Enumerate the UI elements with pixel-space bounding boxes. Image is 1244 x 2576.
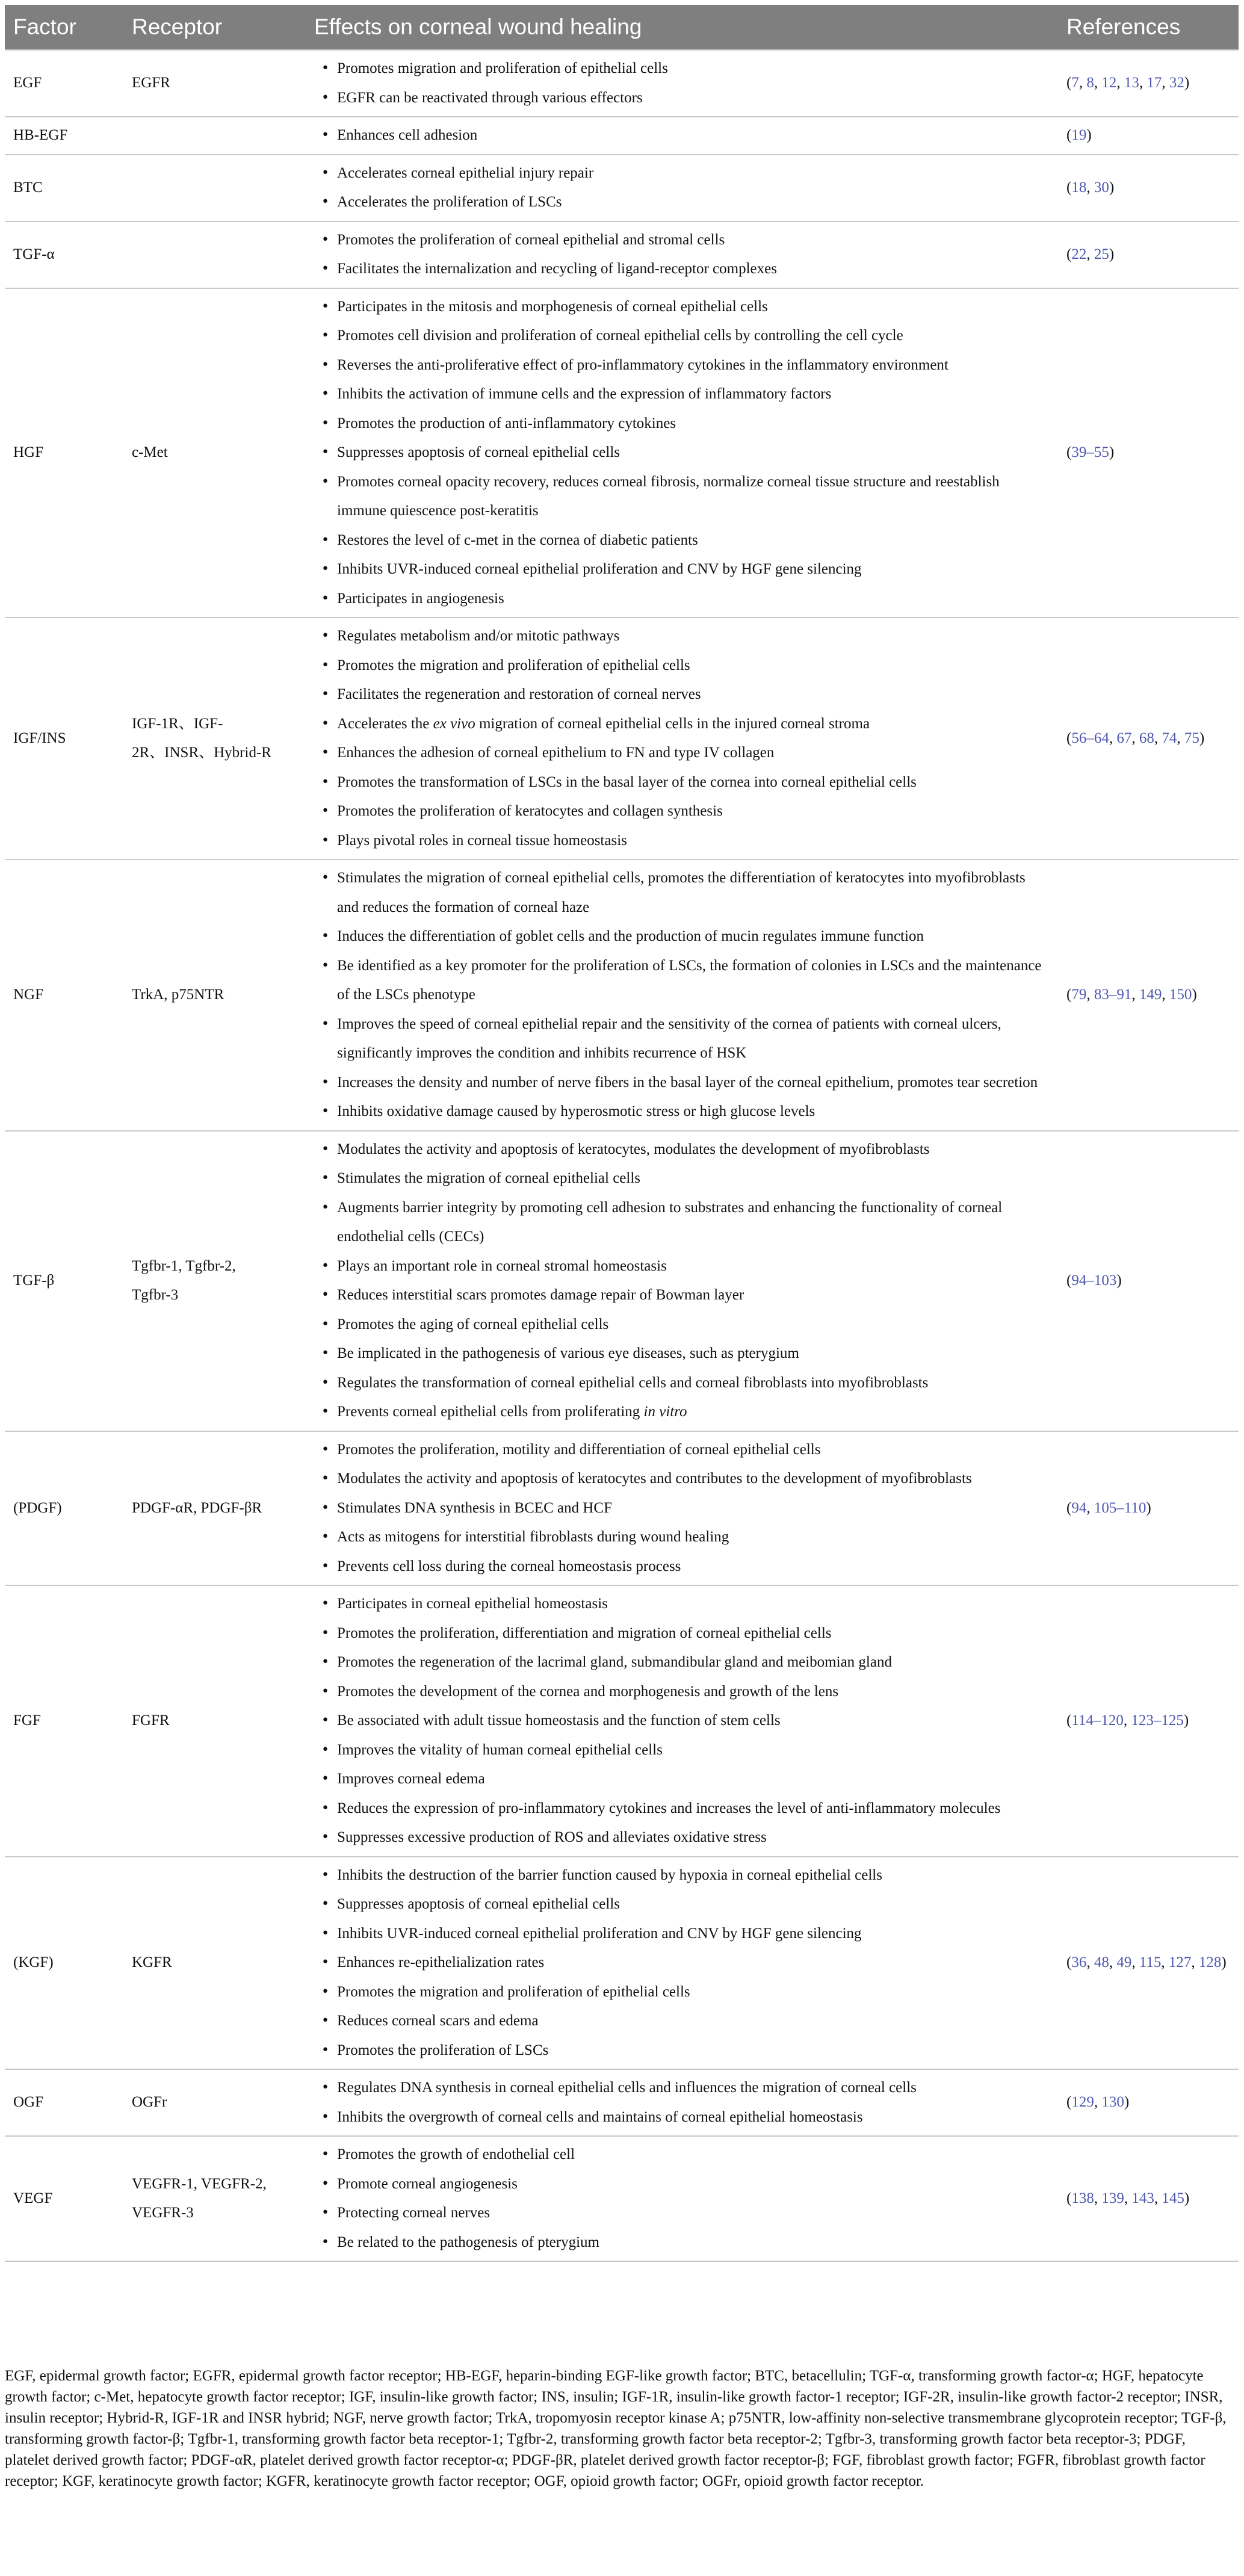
- effects-list: [319, 864, 1046, 1127]
- effect-item: • Inhibits the activation of immune cells and the expression of inflammatory factors: [319, 380, 1046, 409]
- effect-item: • Promotes the development of the cornea and morphogenesis and growth of the lens: [319, 1677, 1046, 1707]
- reference-link[interactable]: 67: [1116, 729, 1132, 746]
- effect-item: • Promotes the production of anti-inflammatory cytokines: [319, 409, 1046, 439]
- header-effects: Effects on corneal wound healing: [306, 5, 1058, 50]
- effect-item: • Accelerates the ex vivo migration of corneal epithelial cells in the injured corneal stroma: [319, 710, 1046, 739]
- receptor-cell: KGFR: [123, 1857, 306, 2070]
- table-row: [5, 155, 1239, 221]
- effect-item: • Plays pivotal roles in corneal tissue homeostasis: [319, 826, 1046, 856]
- effect-item: • Regulates DNA synthesis in corneal epithelial cells and influences the migration of corneal cells: [319, 2073, 1046, 2103]
- references-cell: [1058, 2136, 1239, 2261]
- reference-punctuation: (: [1066, 127, 1072, 143]
- factor-cell: HB-EGF: [5, 117, 123, 155]
- reference-link[interactable]: 127: [1168, 1954, 1192, 1971]
- reference-punctuation: (: [1066, 246, 1072, 262]
- receptor-cell: Tgfbr-1, Tgfbr-2, Tgfbr-3: [123, 1131, 306, 1431]
- effects-cell: [306, 2069, 1058, 2136]
- reference-punctuation: ): [1109, 246, 1115, 262]
- table-row: [5, 1857, 1239, 2070]
- reference-link[interactable]: 22: [1071, 246, 1087, 262]
- header-references: References: [1058, 5, 1239, 50]
- effect-item: • Stimulates the migration of corneal epithelial cells, promotes the differentiation of keratocytes into myofibroblasts and reduces the formation of corneal haze: [319, 864, 1046, 922]
- table-row: [5, 1585, 1239, 1857]
- receptor-cell: PDGF-αR, PDGF-βR: [123, 1431, 306, 1586]
- factor-cell: (KGF): [5, 1857, 123, 2070]
- effect-item: • Reverses the anti-proliferative effect of pro-inflammatory cytokines in the inflammatory environment: [319, 351, 1046, 380]
- reference-link[interactable]: 94: [1071, 1499, 1087, 1516]
- reference-punctuation: ,: [1131, 1954, 1139, 1971]
- effect-item: • Promotes the transformation of LSCs in the basal layer of the cornea into corneal epithelial cells: [319, 768, 1046, 797]
- references-cell: [1058, 859, 1239, 1131]
- table-row: [5, 1131, 1239, 1431]
- effects-list: [319, 2073, 1046, 2132]
- reference-punctuation: ,: [1161, 1954, 1169, 1971]
- effect-item: • Facilitates the regeneration and restoration of corneal nerves: [319, 680, 1046, 710]
- reference-link[interactable]: 32: [1169, 75, 1184, 91]
- references-cell: [1058, 1431, 1239, 1586]
- effect-item: • Inhibits oxidative damage caused by hyperosmotic stress or high glucose levels: [319, 1097, 1046, 1127]
- reference-punctuation: ): [1183, 1712, 1189, 1729]
- reference-punctuation: ,: [1094, 75, 1102, 91]
- reference-link[interactable]: 105–110: [1094, 1499, 1147, 1516]
- reference-punctuation: ,: [1162, 75, 1169, 91]
- table-header-row: [5, 5, 1239, 50]
- reference-punctuation: ,: [1191, 1954, 1199, 1971]
- reference-punctuation: (: [1066, 1499, 1072, 1516]
- effects-cell: [306, 221, 1058, 288]
- effects-cell: [306, 1131, 1058, 1431]
- reference-punctuation: ,: [1094, 2094, 1102, 2111]
- effect-item: • Reduces corneal scars and edema: [319, 2007, 1046, 2036]
- reference-punctuation: ,: [1162, 986, 1169, 1003]
- effect-item: • Promotes the proliferation of LSCs: [319, 2036, 1046, 2066]
- effect-item: • Promotes the proliferation of keratocytes and collagen synthesis: [319, 797, 1046, 826]
- receptor-cell: VEGFR-1, VEGFR-2, VEGFR-3: [123, 2136, 306, 2261]
- reference-punctuation: ): [1192, 986, 1197, 1003]
- receptor-cell: IGF-1R、IGF- 2R、INSR、Hybrid-R: [123, 618, 306, 859]
- effects-cell: [306, 155, 1058, 221]
- reference-link[interactable]: 150: [1169, 986, 1192, 1003]
- effect-item: • Induces the differentiation of goblet cells and the production of mucin regulates immune function: [319, 922, 1046, 952]
- reference-punctuation: ,: [1078, 75, 1087, 91]
- reference-punctuation: ,: [1154, 729, 1162, 746]
- reference-punctuation: (: [1066, 986, 1072, 1003]
- reference-punctuation: ,: [1086, 1499, 1094, 1516]
- effects-cell: [306, 1857, 1058, 2070]
- reference-punctuation: ,: [1086, 246, 1094, 262]
- effect-item: • Promotes the proliferation, motility and differentiation of corneal epithelial cells: [319, 1435, 1046, 1465]
- reference-punctuation: ,: [1086, 986, 1094, 1003]
- reference-punctuation: ,: [1131, 986, 1139, 1003]
- effect-item: • Participates in corneal epithelial homeostasis: [319, 1590, 1046, 1619]
- effects-cell: [306, 288, 1058, 618]
- reference-punctuation: ,: [1154, 2190, 1162, 2206]
- effect-item: • Regulates the transformation of corneal epithelial cells and corneal fibroblasts into myofibroblasts: [319, 1369, 1046, 1398]
- effect-item: • Prevents corneal epithelial cells from proliferating in vitro: [319, 1398, 1046, 1427]
- effect-item: • Accelerates the proliferation of LSCs: [319, 188, 1046, 217]
- effects-list: [319, 1861, 1046, 2066]
- factor-cell: (PDGF): [5, 1431, 123, 1586]
- table-body: [5, 50, 1239, 2261]
- reference-link[interactable]: 49: [1116, 1954, 1132, 1971]
- reference-link[interactable]: 19: [1071, 127, 1087, 143]
- effect-item: • Inhibits UVR-induced corneal epithelial proliferation and CNV by HGF gene silencing: [319, 555, 1046, 584]
- effects-list: [319, 226, 1046, 284]
- references-cell: [1058, 50, 1239, 117]
- effect-item: • Plays an important role in corneal stromal homeostasis: [319, 1252, 1046, 1281]
- effect-item: • Restores the level of c-met in the cornea of diabetic patients: [319, 526, 1046, 556]
- reference-punctuation: ): [1199, 729, 1205, 746]
- reference-punctuation: (: [1066, 729, 1072, 746]
- effect-item: • Promotes the proliferation, differentiation and migration of corneal epithelial cells: [319, 1619, 1046, 1649]
- effects-cell: [306, 1431, 1058, 1586]
- effect-item: • Promotes the growth of endothelial cell: [319, 2140, 1046, 2170]
- reference-punctuation: ): [1221, 1954, 1227, 1971]
- reference-punctuation: (: [1066, 179, 1072, 196]
- reference-punctuation: (: [1066, 75, 1072, 91]
- reference-link[interactable]: 68: [1139, 729, 1154, 746]
- effect-item: • Promotes cell division and proliferation of corneal epithelial cells by controlling the cell cycle: [319, 321, 1046, 351]
- table-row: [5, 2136, 1239, 2261]
- reference-link[interactable]: 56–64: [1071, 729, 1109, 746]
- effect-item: • Enhances cell adhesion: [319, 121, 1046, 150]
- effect-item: • Suppresses apoptosis of corneal epithelial cells: [319, 438, 1046, 468]
- effect-item: • Inhibits the overgrowth of corneal cells and maintains of corneal epithelial homeostasis: [319, 2103, 1046, 2132]
- reference-link[interactable]: 145: [1162, 2190, 1184, 2206]
- reference-punctuation: ,: [1086, 1954, 1094, 1971]
- effect-item: • Modulates the activity and apoptosis of keratocytes, modulates the development of myofibroblasts: [319, 1135, 1046, 1165]
- reference-link[interactable]: 123–125: [1131, 1712, 1184, 1729]
- table-row: [5, 2069, 1239, 2136]
- effect-item: • Reduces the expression of pro-inflammatory cytokines and increases the level of anti-inflammatory molecules: [319, 1794, 1046, 1824]
- effect-item: • Be related to the pathogenesis of pterygium: [319, 2228, 1046, 2258]
- reference-punctuation: ): [1109, 444, 1115, 460]
- effect-item: • Promotes the migration and proliferation of epithelial cells: [319, 1978, 1046, 2007]
- reference-punctuation: ): [1086, 127, 1092, 143]
- factor-cell: NGF: [5, 859, 123, 1131]
- effects-list: [319, 1135, 1046, 1427]
- effects-list: [319, 159, 1046, 217]
- receptor-cell: c-Met: [123, 288, 306, 618]
- reference-link[interactable]: 17: [1147, 75, 1162, 91]
- effects-cell: [306, 1585, 1058, 1857]
- effect-item: • Suppresses excessive production of ROS and alleviates oxidative stress: [319, 1823, 1046, 1853]
- references-cell: [1058, 2069, 1239, 2136]
- table-footnote: EGF, epidermal growth factor; EGFR, epidermal growth factor receptor; HB-EGF, heparin-binding EGF-like growth factor; BTC, betacellulin; TGF-α, transforming growth factor-α; HGF, hepatocyte growth factor; c-Met, hepatocyte growth factor receptor; IGF, insulin-like growth factor; INS, insulin; IGF-1R, insulin-like growth factor-1 receptor; IGF-2R, insulin-like growth factor-2 receptor; INSR, insulin receptor; Hybrid-R, IGF-1R and INSR hybrid; NGF, nerve growth factor; TrkA, tropomyosin receptor kinase A; p75NTR, low-affinity non-selective transmembrane glycoprotein receptor; TGF-β, transforming growth factor-β; Tgfbr-1, transforming growth factor beta receptor-1; Tgfbr-2, transforming growth factor beta receptor-2; Tgfbr-3, transforming growth factor beta receptor-3; PDGF, platelet derived growth factor; PDGF-αR, platelet derived growth factor receptor-α; PDGF-βR, platelet derived growth factor receptor-β; FGF, fibroblast growth factor; FGFR, fibroblast growth factor receptor; KGF, keratinocyte growth factor; KGFR, keratinocyte growth factor receptor; OGF, opioid growth factor; OGFr, opioid growth factor receptor.: [5, 2368, 1227, 2489]
- effects-list: [319, 2140, 1046, 2257]
- effects-list: [319, 1590, 1046, 1853]
- reference-link[interactable]: 13: [1124, 75, 1139, 91]
- effect-item: • Inhibits the destruction of the barrier function caused by hypoxia in corneal epithelial cells: [319, 1861, 1046, 1890]
- factor-cell: TGF-β: [5, 1131, 123, 1431]
- effect-item: • EGFR can be reactivated through various effectors: [319, 84, 1046, 113]
- effect-item: • Augments barrier integrity by promoting cell adhesion to substrates and enhancing the functionality of corneal endothelial cells (CECs): [319, 1194, 1046, 1252]
- reference-punctuation: ): [1109, 179, 1115, 196]
- effects-cell: [306, 50, 1058, 117]
- reference-punctuation: ,: [1139, 75, 1147, 91]
- factor-cell: BTC: [5, 155, 123, 221]
- reference-punctuation: ,: [1123, 1712, 1131, 1729]
- references-cell: [1058, 221, 1239, 288]
- factor-cell: VEGF: [5, 2136, 123, 2261]
- effect-item: • Increases the density and number of nerve fibers in the basal layer of the corneal epithelium, promotes tear secretion: [319, 1068, 1046, 1098]
- effect-item: • Promotes migration and proliferation of epithelial cells: [319, 54, 1046, 84]
- growth-factor-table: [5, 5, 1239, 2262]
- effect-item: • Stimulates the migration of corneal epithelial cells: [319, 1164, 1046, 1194]
- effect-item: • Regulates metabolism and/or mitotic pathways: [319, 622, 1046, 651]
- reference-punctuation: ,: [1116, 75, 1124, 91]
- references-cell: [1058, 288, 1239, 618]
- reference-punctuation: ,: [1109, 729, 1117, 746]
- reference-link[interactable]: 12: [1101, 75, 1117, 91]
- effect-item: • Promotes corneal opacity recovery, reduces corneal fibrosis, normalize corneal tissue structure and reestablish immune quiescence post-keratitis: [319, 468, 1046, 526]
- reference-punctuation: (: [1066, 1954, 1072, 1971]
- effects-list: [319, 622, 1046, 855]
- reference-link[interactable]: 48: [1094, 1954, 1109, 1971]
- effects-cell: [306, 618, 1058, 859]
- reference-punctuation: ): [1146, 1499, 1151, 1516]
- reference-link[interactable]: 18: [1071, 179, 1087, 196]
- reference-link[interactable]: 114–120: [1071, 1712, 1124, 1729]
- reference-link[interactable]: 128: [1198, 1954, 1222, 1971]
- effects-cell: [306, 2136, 1058, 2261]
- table-row: [5, 618, 1239, 859]
- effect-item: • Protecting corneal nerves: [319, 2199, 1046, 2228]
- factor-cell: OGF: [5, 2069, 123, 2136]
- references-cell: [1058, 1131, 1239, 1431]
- effect-item: • Promotes the aging of corneal epithelial cells: [319, 1310, 1046, 1340]
- effects-list: [319, 121, 1046, 150]
- effect-item: • Enhances the adhesion of corneal epithelium to FN and type IV collagen: [319, 738, 1046, 768]
- effect-item: • Inhibits UVR-induced corneal epithelial proliferation and CNV by HGF gene silencing: [319, 1919, 1046, 1949]
- effect-item: • Reduces interstitial scars promotes damage repair of Bowman layer: [319, 1281, 1046, 1310]
- effect-item: • Participates in the mitosis and morphogenesis of corneal epithelial cells: [319, 293, 1046, 322]
- table-row: [5, 859, 1239, 1131]
- reference-punctuation: ,: [1094, 2190, 1102, 2206]
- receptor-cell: [123, 117, 306, 155]
- reference-punctuation: (: [1066, 1272, 1072, 1289]
- factor-cell: HGF: [5, 288, 123, 618]
- reference-link[interactable]: 139: [1101, 2190, 1124, 2206]
- effect-item: • Acts as mitogens for interstitial fibroblasts during wound healing: [319, 1523, 1046, 1552]
- effects-cell: [306, 859, 1058, 1131]
- effect-item: • Promote corneal angiogenesis: [319, 2170, 1046, 2199]
- effect-item: • Improves the vitality of human corneal epithelial cells: [319, 1736, 1046, 1765]
- factor-cell: FGF: [5, 1585, 123, 1857]
- reference-punctuation: ,: [1124, 2190, 1132, 2206]
- effect-item: • Facilitates the internalization and recycling of ligand-receptor complexes: [319, 255, 1046, 284]
- reference-link[interactable]: 130: [1101, 2094, 1124, 2111]
- effect-item: • Be implicated in the pathogenesis of various eye diseases, such as pterygium: [319, 1339, 1046, 1369]
- effects-list: [319, 293, 1046, 614]
- reference-punctuation: (: [1066, 444, 1072, 460]
- reference-link[interactable]: 83–91: [1094, 986, 1132, 1003]
- reference-punctuation: ,: [1177, 729, 1184, 746]
- effect-item: • Be associated with adult tissue homeostasis and the function of stem cells: [319, 1706, 1046, 1736]
- receptor-cell: TrkA, p75NTR: [123, 859, 306, 1131]
- reference-link[interactable]: 75: [1184, 729, 1199, 746]
- references-cell: [1058, 1585, 1239, 1857]
- factor-cell: EGF: [5, 50, 123, 117]
- effect-item: • Promotes the regeneration of the lacrimal gland, submandibular gland and meibomian gland: [319, 1648, 1046, 1677]
- reference-link[interactable]: 143: [1131, 2190, 1154, 2206]
- reference-link[interactable]: 129: [1071, 2094, 1094, 2111]
- reference-punctuation: ,: [1086, 179, 1094, 196]
- reference-punctuation: (: [1066, 2190, 1072, 2206]
- reference-link[interactable]: 79: [1071, 986, 1087, 1003]
- reference-link[interactable]: 74: [1162, 729, 1177, 746]
- table-row: [5, 50, 1239, 117]
- effect-item: • Enhances re-epithelialization rates: [319, 1948, 1046, 1978]
- table-row: [5, 1431, 1239, 1586]
- effects-list: [319, 54, 1046, 113]
- effect-item: • Stimulates DNA synthesis in BCEC and HCF: [319, 1494, 1046, 1523]
- reference-punctuation: ,: [1131, 729, 1139, 746]
- effect-item: • Prevents cell loss during the corneal homeostasis process: [319, 1552, 1046, 1582]
- reference-link[interactable]: 39–55: [1071, 444, 1109, 460]
- references-cell: [1058, 618, 1239, 859]
- receptor-cell: EGFR: [123, 50, 306, 117]
- table-row: [5, 117, 1239, 155]
- effect-item: • Promotes the proliferation of corneal epithelial and stromal cells: [319, 226, 1046, 255]
- references-cell: [1058, 117, 1239, 155]
- reference-punctuation: ,: [1109, 1954, 1117, 1971]
- table-row: [5, 288, 1239, 618]
- reference-punctuation: (: [1066, 2094, 1072, 2111]
- reference-link[interactable]: 138: [1071, 2190, 1094, 2206]
- effect-item: • Promotes the migration and proliferation of epithelial cells: [319, 651, 1046, 681]
- receptor-cell: OGFr: [123, 2069, 306, 2136]
- reference-punctuation: ): [1124, 2094, 1130, 2111]
- reference-link[interactable]: 36: [1071, 1954, 1087, 1971]
- factor-cell: TGF-α: [5, 221, 123, 288]
- receptor-cell: [123, 221, 306, 288]
- effect-item: • Participates in angiogenesis: [319, 584, 1046, 614]
- reference-punctuation: ): [1116, 1272, 1122, 1289]
- table-row: [5, 221, 1239, 288]
- reference-link[interactable]: 7: [1071, 75, 1079, 91]
- references-cell: [1058, 1857, 1239, 2070]
- reference-link[interactable]: 149: [1139, 986, 1162, 1003]
- reference-link[interactable]: 8: [1086, 75, 1094, 91]
- header-factor: Factor: [5, 5, 123, 50]
- effect-item: • Improves corneal edema: [319, 1765, 1046, 1794]
- receptor-cell: FGFR: [123, 1585, 306, 1857]
- reference-punctuation: ): [1184, 2190, 1190, 2206]
- reference-link[interactable]: 115: [1139, 1954, 1162, 1971]
- reference-punctuation: (: [1066, 1712, 1072, 1729]
- effect-item: • Modulates the activity and apoptosis of keratocytes and contributes to the development of myofibroblasts: [319, 1464, 1046, 1494]
- factor-cell: IGF/INS: [5, 618, 123, 859]
- reference-link[interactable]: 94–103: [1071, 1272, 1117, 1289]
- header-receptor: Receptor: [123, 5, 306, 50]
- effect-item: • Improves the speed of corneal epithelial repair and the sensitivity of the cornea of patients with corneal ulcers, significantly improves the condition and inhibits recurrence of HSK: [319, 1010, 1046, 1068]
- effect-item: • Suppresses apoptosis of corneal epithelial cells: [319, 1890, 1046, 1919]
- receptor-cell: [123, 155, 306, 221]
- effect-item: • Be identified as a key promoter for the proliferation of LSCs, the formation of colonies in LSCs and the maintenance of the LSCs phenotype: [319, 952, 1046, 1010]
- reference-link[interactable]: 25: [1094, 246, 1109, 262]
- reference-punctuation: ): [1184, 75, 1190, 91]
- reference-link[interactable]: 30: [1094, 179, 1109, 196]
- effects-cell: [306, 117, 1058, 155]
- references-cell: [1058, 155, 1239, 221]
- effect-item: • Accelerates corneal epithelial injury repair: [319, 159, 1046, 188]
- effects-list: [319, 1435, 1046, 1582]
